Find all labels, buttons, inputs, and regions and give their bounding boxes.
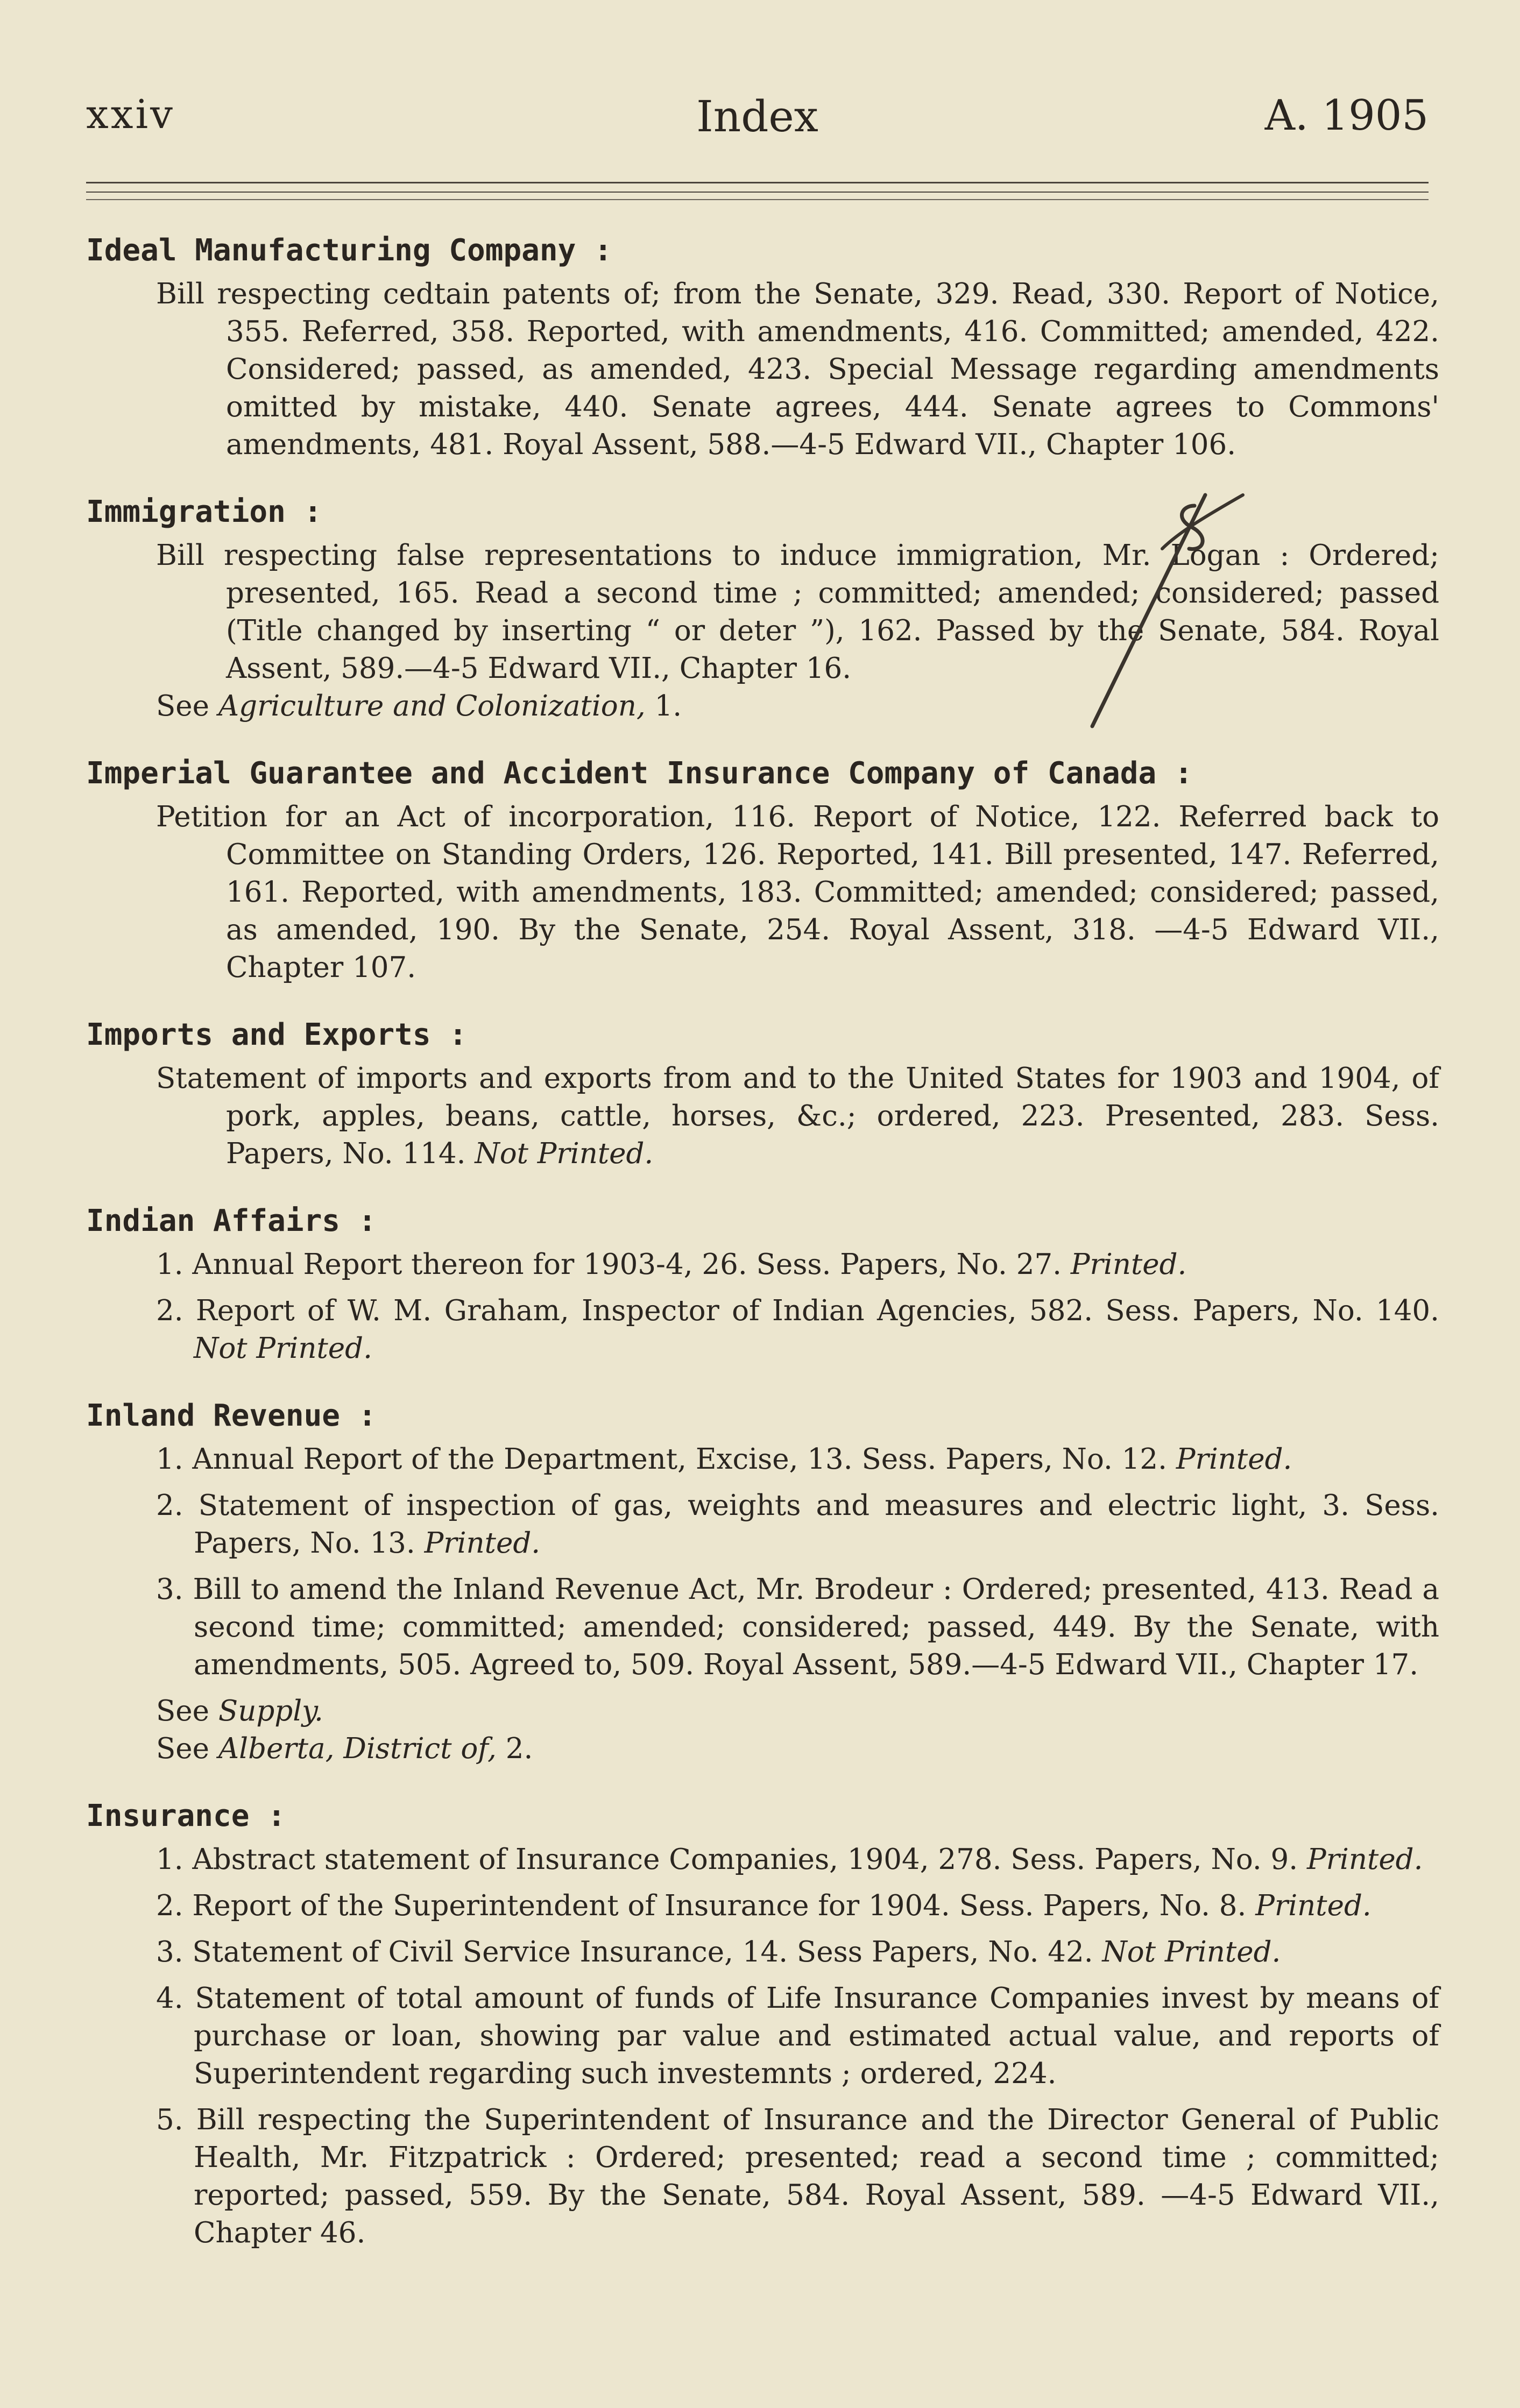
entry-heading: Ideal Manufacturing Company : (86, 233, 612, 268)
item-number: 3. (156, 1936, 193, 1968)
see-prefix: See (156, 1695, 218, 1727)
item-number: 1. (156, 1443, 193, 1476)
year-label: A. 1905 (1264, 91, 1429, 140)
print-status: Not Printed. (475, 1137, 654, 1170)
item-number: 2. (156, 1489, 199, 1522)
entry-text: Bill respecting cedtain patents of; from the Senate, 329. Read, 330. Report of Notice, 355. Referred, 358. Reported, with amendments, 416. Committed; amended, 422. Considered; passed, as amended, 423. Special Message regarding amendments omitted by mistake, 440. Senate agrees, 444. Senate agrees to Commons' amendments, 481. Royal Assent, 588.—4-5 Edward VII., Chapter 106. (156, 278, 1439, 461)
item-text: Statement of Civil Service Insurance, 14. Sess Papers, No. 42. (192, 1936, 1102, 1968)
page-number: xxiv (86, 91, 175, 138)
item-number: 4. (156, 1982, 195, 2015)
index-entry (86, 749, 1439, 987)
see-target: Agriculture and Colonization, (218, 690, 646, 723)
print-status: Not Printed. (194, 1332, 372, 1365)
numbered-item (124, 1934, 1439, 1971)
numbered-item (124, 1980, 1439, 2093)
item-text: Bill respecting the Superintendent of Insurance and the Director General of Public Health, Mr. Fitzpatrick : Ordered; presented; read a second time ; committed; reported; passed, 559. By the Senate, 584. Royal Assent, 589. —4-5 Edward VII., Chapter 46. (194, 2104, 1439, 2249)
index-entry (86, 1391, 1439, 1768)
see-page: 2. (496, 1732, 533, 1765)
entry-heading: Imports and Exports : (86, 1017, 468, 1052)
item-text: Annual Report thereon for 1903-4, 26. Sess. Papers, No. 27. (192, 1248, 1071, 1281)
index-entry (86, 226, 1439, 464)
item-text: Report of W. M. Graham, Inspector of Indian Agencies, 582. Sess. Papers, No. 140. (195, 1294, 1439, 1327)
see-prefix: See (156, 1732, 218, 1765)
print-status: Printed. (1255, 1889, 1371, 1922)
see-reference (86, 1692, 1439, 1730)
item-number: 1. (156, 1248, 193, 1281)
item-text: Annual Report of the Department, Excise, 13. Sess. Papers, No. 12. (192, 1443, 1176, 1476)
item-number: 3. (156, 1573, 193, 1606)
numbered-item (124, 1246, 1439, 1284)
page-header (86, 91, 1429, 151)
entry-heading: Immigration : (86, 494, 322, 529)
numbered-item (124, 1887, 1439, 1925)
entry-text (156, 1060, 1439, 1173)
header-rule (86, 199, 1429, 200)
see-prefix: See (156, 690, 218, 723)
item-text: Bill to amend the Inland Revenue Act, Mr. Brodeur : Ordered; presented, 413. Read a second time; committed; amended; considered; passed, 449. By the Senate, with amendments, 505. Agreed to, 509. Royal Assent, 589.—4-5 Edward VII., Chapter 17. (193, 1573, 1439, 1681)
numbered-item (124, 1487, 1439, 1562)
header-rule (86, 182, 1429, 183)
entry-text: Bill respecting false representations to induce immigration, Mr. Logan : Ordered; presented, 165. Read a second time ; committed; amended; considered; passed (Title changed by inserting “ or deter ”), 162. Passed by the Senate, 584. Royal Assent, 589.—4-5 Edward VII., Chapter 16. (156, 539, 1439, 685)
entry-heading: Indian Affairs : (86, 1203, 377, 1238)
item-text: Statement of inspection of gas, weights and measures and electric light, 3. Sess. Papers, No. 13. (194, 1489, 1439, 1560)
print-status: Printed. (424, 1527, 541, 1560)
entry-heading: Insurance : (86, 1798, 286, 1833)
index-entry (86, 1010, 1439, 1173)
entry-text: Petition for an Act of incorporation, 116. Report of Notice, 122. Referred back to Committee on Standing Orders, 126. Reported, 141. Bill presented, 147. Referred, 161. Reported, with amendments, 183. Committed; amended; considered; passed, as amended, 190. By the Senate, 254. Royal Assent, 318. —4-5 Edward VII., Chapter 107. (156, 801, 1439, 984)
index-entry (86, 1196, 1439, 1368)
handwritten-check-mark (1081, 473, 1254, 732)
print-status: Printed. (1176, 1443, 1292, 1476)
numbered-item (124, 2101, 1439, 2252)
item-number: 1. (156, 1843, 193, 1876)
entry-heading: Inland Revenue : (86, 1398, 377, 1433)
print-status: Printed. (1070, 1248, 1187, 1281)
see-target: Alberta, District of, (218, 1732, 497, 1765)
numbered-item (124, 1441, 1439, 1478)
item-number: 2. (156, 1889, 193, 1922)
item-number: 2. (156, 1294, 196, 1327)
see-page: 1. (645, 690, 682, 723)
item-text: Abstract statement of Insurance Companies, 1904, 278. Sess. Papers, No. 9. (192, 1843, 1307, 1876)
item-text: Statement of total amount of funds of Life Insurance Companies invest by means of purchase or loan, showing par value and estimated actual value, and reports of Superintendent regarding such investemnts ; ordered, 224. (194, 1982, 1439, 2090)
page-title: Index (696, 91, 818, 141)
numbered-item (124, 1292, 1439, 1368)
print-status: Not Printed. (1102, 1936, 1281, 1968)
see-reference (86, 1730, 1439, 1768)
print-status: Printed. (1306, 1843, 1423, 1876)
entry-heading: Imperial Guarantee and Accident Insurance Company of Canada : (86, 756, 1193, 791)
numbered-item (124, 1571, 1439, 1684)
index-entry (86, 1791, 1439, 2252)
item-text: Report of the Superintendent of Insurance for 1904. Sess. Papers, No. 8. (192, 1889, 1256, 1922)
header-rule (86, 192, 1429, 193)
see-target: Supply. (218, 1695, 323, 1727)
numbered-item (124, 1841, 1439, 1879)
item-number: 5. (156, 2104, 196, 2136)
entry-text-body: Statement of imports and exports from and to the United States for 1903 and 1904, of pork, apples, beans, cattle, horses, &c.; ordered, 223. Presented, 283. Sess. Papers, No. 114. (156, 1062, 1439, 1170)
